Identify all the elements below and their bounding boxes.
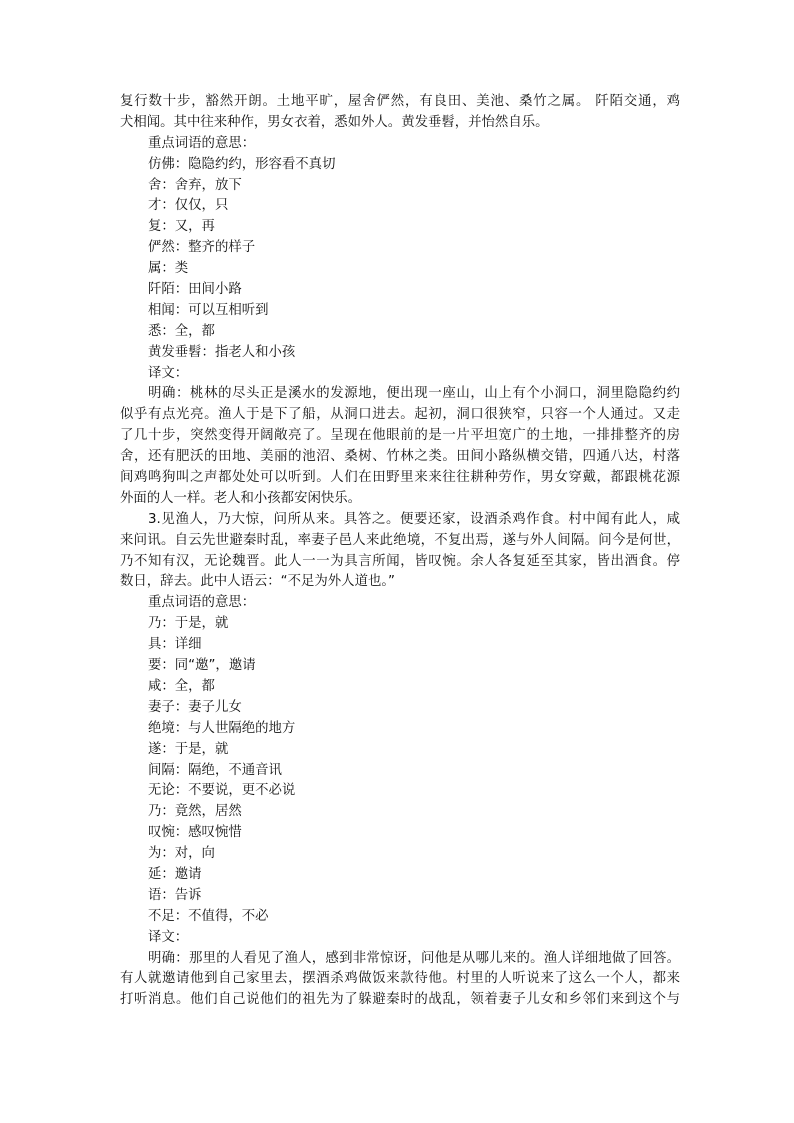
- vocab-item: 乃：竟然，居然: [148, 804, 242, 820]
- translation-line: 舍，还有肥沃的田地、美丽的池沼、桑树、竹林之类。田间小路纵横交错，四通八达，村落: [120, 449, 680, 465]
- vocab-item: 妻子：妻子儿女: [148, 699, 242, 715]
- paragraph-line: 乃不知有汉，无论魏晋。此人一一为具言所闻，皆叹惋。余人各复延至其家，皆出酒食。停: [120, 553, 680, 569]
- vocab-item: 无论：不要说，更不必说: [148, 783, 296, 799]
- vocab-heading: 重点词语的意思：: [148, 135, 256, 151]
- translation-line: 有人就邀请他到自己家里去，摆酒杀鸡做饭来款待他。村里的人听说来了这么一个人，都来: [120, 971, 680, 987]
- vocab-item: 属：类: [148, 261, 189, 277]
- document-page: [120, 92, 680, 1011]
- vocab-item: 叹惋：感叹惋惜: [148, 825, 242, 841]
- vocab-item: 不足：不值得，不必: [148, 908, 269, 924]
- vocab-item: 乃：于是，就: [148, 616, 229, 632]
- paragraph-line: 来问讯。自云先世避秦时乱，率妻子邑人来此绝境，不复出焉，遂与外人间隔。问今是何世，: [120, 532, 680, 548]
- paragraph-line: 数日，辞去。此中人语云：“不足为外人道也。”: [120, 574, 395, 590]
- vocab-item: 延：邀请: [148, 866, 202, 882]
- translation-line: 外面的人一样。老人和小孩都安闲快乐。: [120, 490, 362, 506]
- vocab-item: 具：详细: [148, 637, 202, 653]
- translation-line: 明确：桃林的尽头正是溪水的发源地，便出现一座山，山上有个小洞口，洞里隐隐约约: [148, 386, 680, 402]
- vocab-heading: 重点词语的意思：: [148, 595, 256, 611]
- vocab-item: 阡陌：田间小路: [148, 282, 242, 298]
- vocab-item: 绝境：与人世隔绝的地方: [148, 720, 296, 736]
- paragraph-line: 3.见渔人，乃大惊，问所从来。具答之。便要还家，设酒杀鸡作食。村中闻有此人，咸: [148, 511, 680, 527]
- vocab-item: 复：又，再: [148, 219, 215, 235]
- translation-label: 译文：: [148, 365, 189, 381]
- vocab-item: 才：仅仅，只: [148, 198, 229, 214]
- vocab-item: 咸：全，都: [148, 678, 215, 694]
- vocab-item: 黄发垂髫：指老人和小孩: [148, 344, 296, 360]
- vocab-item: 为：对，向: [148, 846, 215, 862]
- translation-line: 明确：那里的人看见了渔人，感到非常惊讶，问他是从哪儿来的。渔人详细地做了回答。: [148, 950, 680, 966]
- vocab-item: 舍：舍弃，放下: [148, 177, 242, 193]
- translation-line: 了几十步，突然变得开阔敞亮了。呈现在他眼前的是一片平坦宽广的土地，一排排整齐的房: [120, 428, 680, 444]
- vocab-item: 间隔：隔绝，不通音讯: [148, 762, 282, 778]
- vocab-item: 相闻：可以互相听到: [148, 302, 269, 318]
- vocab-item: 语：告诉: [148, 887, 202, 903]
- vocab-item: 遂：于是，就: [148, 741, 229, 757]
- vocab-item: 仿佛：隐隐约约，形容看不真切: [148, 156, 336, 172]
- vocab-item: 要：同“邀”，邀请: [148, 658, 256, 674]
- vocab-item: 俨然：整齐的样子: [148, 240, 256, 256]
- paragraph-line: 犬相闻。其中往来种作，男女衣着，悉如外人。黄发垂髫，并怡然自乐。: [120, 114, 549, 130]
- translation-line: 似乎有点光亮。渔人于是下了船，从洞口进去。起初，洞口很狭窄，只容一个人通过。又走: [120, 407, 680, 423]
- translation-label: 译文：: [148, 929, 189, 945]
- translation-line: 打听消息。他们自己说他们的祖先为了躲避秦时的战乱，领着妻子儿女和乡邻们来到这个与: [120, 992, 680, 1008]
- paragraph-line: 复行数十步，豁然开朗。土地平旷，屋舍俨然，有良田、美池、桑竹之属。 阡陌交通，鸡: [120, 94, 680, 109]
- translation-line: 间鸡鸣狗叫之声都处处可以听到。人们在田野里来来往往耕种劳作，男女穿戴，都跟桃花源: [120, 470, 680, 486]
- vocab-item: 悉：全，都: [148, 323, 215, 339]
